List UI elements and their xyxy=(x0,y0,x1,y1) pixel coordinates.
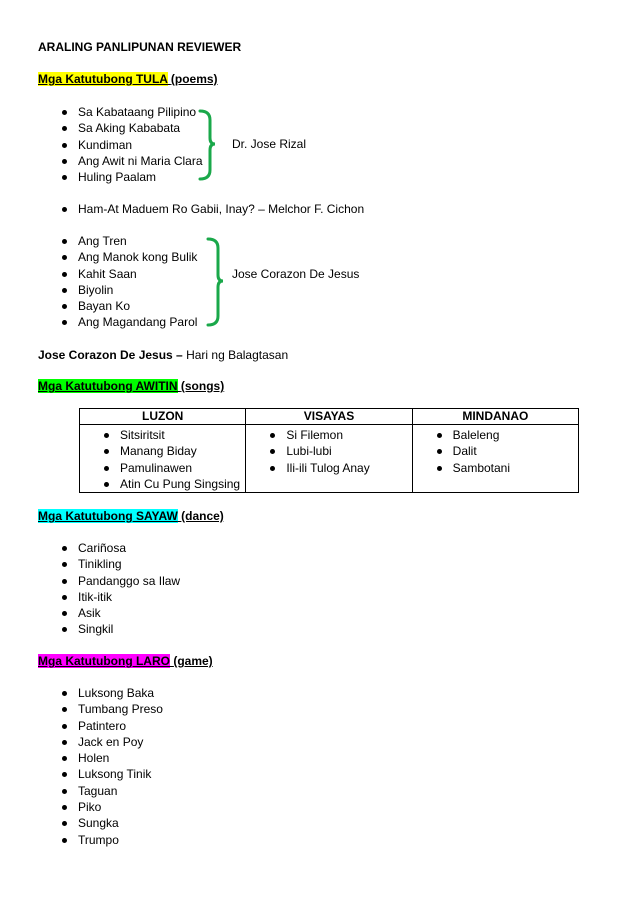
list-item: Sambotani xyxy=(435,460,578,476)
list-item: Kahit Saan xyxy=(60,266,197,282)
awitin-heading-suffix: (songs) xyxy=(180,379,225,393)
right-brace-icon xyxy=(196,108,220,182)
list-item: Huling Paalam xyxy=(60,169,203,185)
table-row xyxy=(80,425,579,493)
list-item: Piko xyxy=(60,799,163,815)
list-item: Dalit xyxy=(435,443,578,459)
list-item: Lubi-lubi xyxy=(268,443,411,459)
luzon-cell xyxy=(80,425,246,493)
list-item: Sa Aking Kababata xyxy=(60,120,203,136)
visayas-cell xyxy=(246,425,412,493)
tula-heading-suffix: (poems) xyxy=(170,72,218,86)
list-item: Bayan Ko xyxy=(60,298,197,314)
tula-heading-line xyxy=(38,71,218,87)
doc-title: ARALING PANLIPUNAN REVIEWER xyxy=(38,40,242,54)
list-item: Pamulinawen xyxy=(102,460,245,476)
cichon-list xyxy=(60,201,364,217)
songs-table xyxy=(79,408,579,493)
list-item: Holen xyxy=(60,750,163,766)
laro-list xyxy=(60,685,163,848)
list-item: Itik-itik xyxy=(60,589,180,605)
mindanao-cell xyxy=(412,425,578,493)
sayaw-list xyxy=(60,540,180,638)
table-header-row xyxy=(80,409,579,425)
sayaw-heading-suffix: (dance) xyxy=(181,509,224,523)
list-item: Biyolin xyxy=(60,282,197,298)
list-item: Tumbang Preso xyxy=(60,701,163,717)
list-item: Sitsiritsit xyxy=(102,427,245,443)
tula-heading: Mga Katutubong TULA xyxy=(38,72,168,86)
list-item: Kundiman xyxy=(60,137,203,153)
list-item: Luksong Baka xyxy=(60,685,163,701)
list-item: Sa Kabataang Pilipino xyxy=(60,104,203,120)
laro-heading-line xyxy=(38,653,213,669)
column-header-mindanao: MINDANAO xyxy=(412,409,578,425)
list-item: Tinikling xyxy=(60,556,180,572)
column-header-luzon: LUZON xyxy=(80,409,246,425)
awitin-heading-line xyxy=(38,378,224,394)
list-item: Singkil xyxy=(60,621,180,637)
sayaw-heading-line xyxy=(38,508,224,524)
list-item: Ham-At Maduem Ro Gabii, Inay? – Melchor F. Cichon xyxy=(60,201,364,217)
list-item: Pandanggo sa Ilaw xyxy=(60,573,180,589)
list-item: Cariñosa xyxy=(60,540,180,556)
list-item: Asik xyxy=(60,605,180,621)
dejesus-author: Jose Corazon De Jesus xyxy=(232,267,360,281)
rizal-author: Dr. Jose Rizal xyxy=(232,137,307,151)
dejesus-poems-list xyxy=(60,233,197,331)
dejesus-note xyxy=(38,347,288,363)
column-header-visayas: VISAYAS xyxy=(246,409,412,425)
rizal-poems-list xyxy=(60,104,203,185)
list-item: Trumpo xyxy=(60,832,163,848)
list-item: Ang Tren xyxy=(60,233,197,249)
list-item: Baleleng xyxy=(435,427,578,443)
list-item: Ang Magandang Parol xyxy=(60,314,197,330)
list-item: Ili-ili Tulog Anay xyxy=(268,460,411,476)
list-item: Atin Cu Pung Singsing xyxy=(102,476,245,492)
sayaw-heading: Mga Katutubong SAYAW xyxy=(38,509,178,523)
list-item: Manang Biday xyxy=(102,443,245,459)
note-text: Hari ng Balagtasan xyxy=(182,348,289,362)
list-item: Luksong Tinik xyxy=(60,766,163,782)
list-item: Si Filemon xyxy=(268,427,411,443)
list-item: Ang Awit ni Maria Clara xyxy=(60,153,203,169)
note-name: Jose Corazon De Jesus – xyxy=(38,348,183,362)
list-item: Jack en Poy xyxy=(60,734,163,750)
laro-heading: Mga Katutubong LARO xyxy=(38,654,170,668)
list-item: Taguan xyxy=(60,783,163,799)
list-item: Patintero xyxy=(60,718,163,734)
awitin-heading: Mga Katutubong AWITIN xyxy=(38,379,178,393)
list-item: Sungka xyxy=(60,815,163,831)
right-brace-icon xyxy=(204,236,228,328)
list-item: Ang Manok kong Bulik xyxy=(60,249,197,265)
laro-heading-suffix: (game) xyxy=(173,654,213,668)
